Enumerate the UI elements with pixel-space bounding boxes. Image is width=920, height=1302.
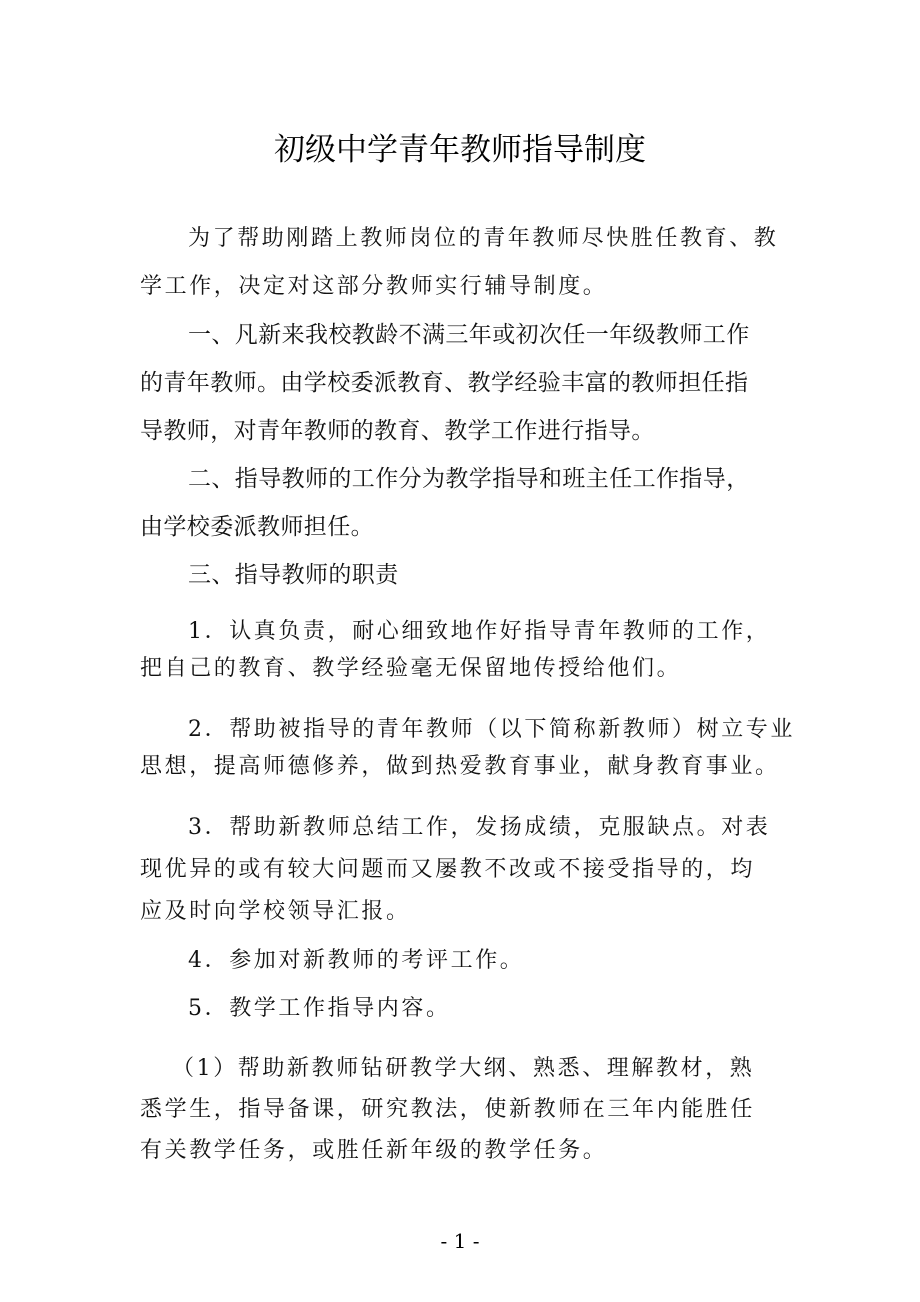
section-three-heading: 三、指导教师的职责 — [188, 562, 399, 588]
section-one-line-3: 导教师，对青年教师的教育、教学工作进行指导。 — [140, 418, 655, 444]
item-3-line-1: 3．帮助新教师总结工作，发扬成绩，克服缺点。对表 — [188, 815, 771, 840]
item-4-line-1: 4．参加对新教师的考评工作。 — [188, 948, 525, 973]
paragraph-intro-line-1: 为了帮助刚踏上教师岗位的青年教师尽快胜任教育、教 — [188, 226, 779, 251]
item-3-line-2: 现优异的或有较大问题而又屡教不改或不接受指导的，均 — [140, 857, 756, 882]
item-3-line-3: 应及时向学校领导汇报。 — [140, 899, 411, 924]
paragraph-intro-line-2: 学工作，决定对这部分教师实行辅导制度。 — [140, 274, 608, 299]
document-title: 初级中学青年教师指导制度 — [274, 132, 646, 168]
section-one-line-2: 的青年教师。由学校委派教育、教学经验丰富的教师担任指 — [140, 370, 749, 396]
section-two-line-2: 由学校委派教师担任。 — [140, 514, 374, 540]
item-1-line-2: 把自己的教育、教学经验毫无保留地传授给他们。 — [140, 656, 682, 681]
page-number: - 1 - — [440, 1229, 480, 1253]
section-one-line-1: 一、凡新来我校教龄不满三年或初次任一年级教师工作 — [188, 322, 750, 348]
item-1-line-1: 1．认真负责，耐心细致地作好指导青年教师的工作， — [188, 619, 771, 644]
subitem-1-line-3: 有关教学任务，或胜任新年级的教学任务。 — [140, 1138, 608, 1163]
item-2-line-1: 2．帮助被指导的青年教师（以下简称新教师）树立专业 — [188, 717, 795, 742]
section-two-line-1: 二、指导教师的工作分为教学指导和班主任工作指导， — [188, 466, 750, 492]
subitem-1-line-1: （1）帮助新教师钻研教学大纲、熟悉、理解教材，熟 — [172, 1056, 755, 1081]
item-2-line-2: 思想，提高师德修养，做到热爱教育事业，献身教育事业。 — [140, 754, 780, 779]
item-5-line-1: 5．教学工作指导内容。 — [188, 996, 451, 1021]
subitem-1-line-2: 悉学生，指导备课，研究教法，使新教师在三年内能胜任 — [140, 1097, 756, 1122]
